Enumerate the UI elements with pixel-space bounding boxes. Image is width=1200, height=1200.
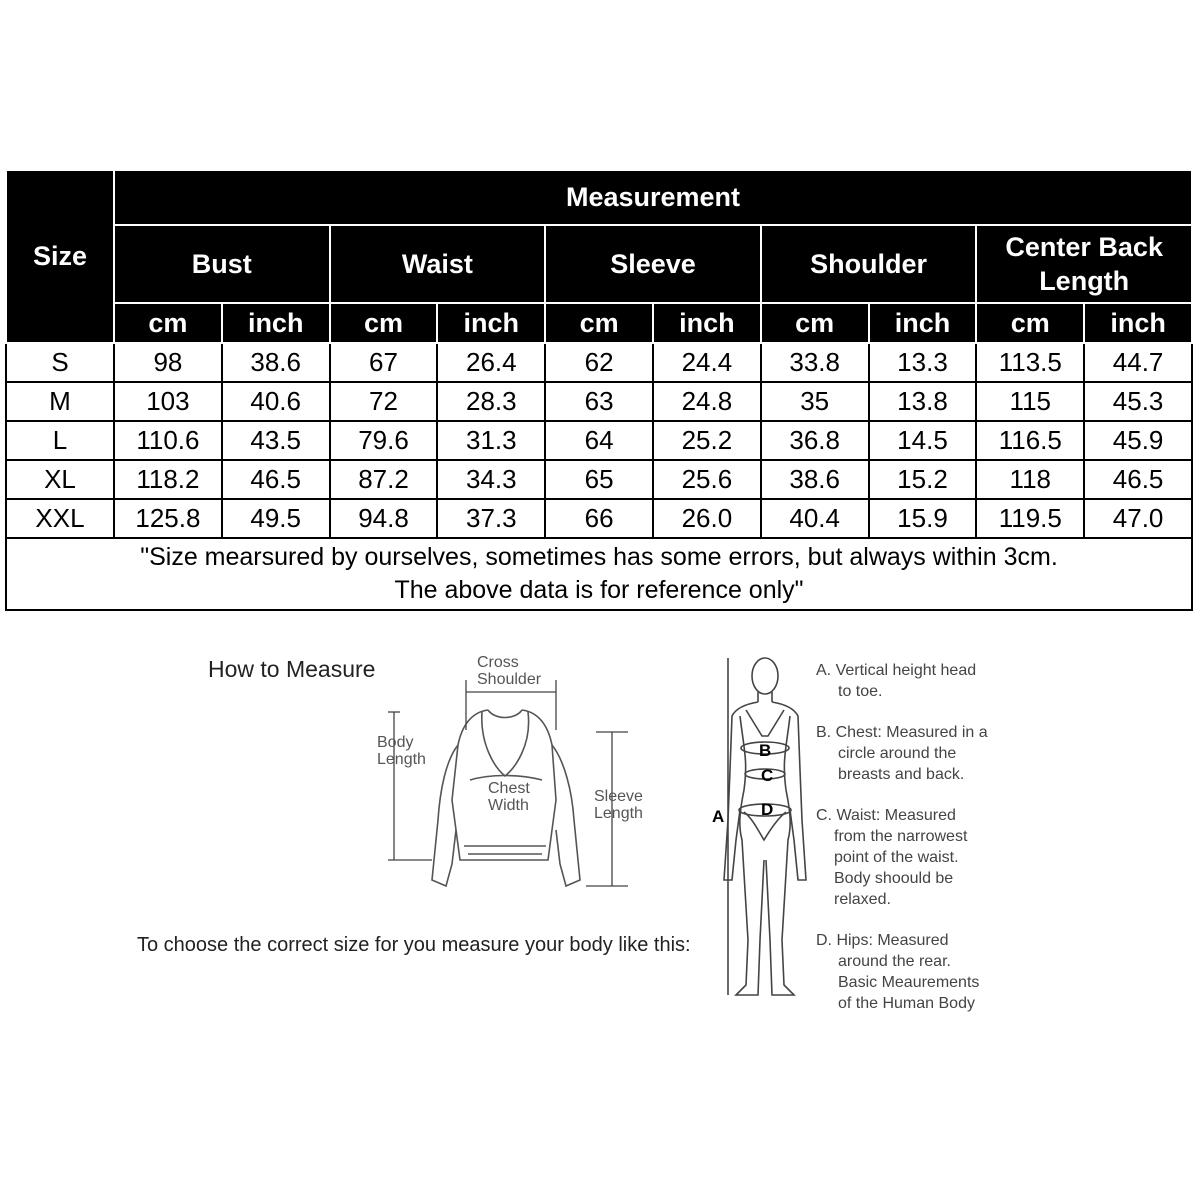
measurement-cell: 35 [761,382,869,421]
body-length-label [377,734,426,768]
cross-shoulder-label [477,654,541,688]
measurement-cell: 45.3 [1084,382,1192,421]
measurement-cell: 25.6 [653,460,761,499]
size-label-cell: XL [6,460,114,499]
measurement-cell: 26.4 [437,343,545,382]
size-row [6,343,1192,382]
measurement-cell: 87.2 [330,460,438,499]
measurement-cell: 15.2 [869,460,977,499]
measurement-cell: 113.5 [976,343,1084,382]
measurement-header: Measurement [114,170,1192,225]
size-row [6,460,1192,499]
measurement-cell: 40.6 [222,382,330,421]
measurement-cell: 94.8 [330,499,438,538]
measurement-cell: 125.8 [114,499,222,538]
measurement-cell: 103 [114,382,222,421]
unit-header: cm [976,303,1084,343]
unit-header: inch [869,303,977,343]
measurement-cell: 24.8 [653,382,761,421]
measurement-cell: 45.9 [1084,421,1192,460]
group-header-center-back-length [976,225,1192,303]
measurement-cell: 65 [545,460,653,499]
group-header-bust: Bust [114,225,330,303]
measurement-cell: 25.2 [653,421,761,460]
chest-width-line: Chest [488,780,530,797]
size-label-cell: M [6,382,114,421]
size-column-header: Size [6,170,114,343]
measurement-cell: 36.8 [761,421,869,460]
note-line: breasts and back. [838,766,965,783]
group-header-waist: Waist [330,225,546,303]
size-note [6,538,1192,610]
figure-letter-a: A [712,807,725,826]
group-header-shoulder: Shoulder [761,225,977,303]
unit-header: inch [437,303,545,343]
choose-size-text: To choose the correct size for you measure your body like this: [137,934,691,956]
cross-shoulder-line: Shoulder [477,671,542,688]
figure-letter-c: C [761,766,774,785]
measurement-cell: 62 [545,343,653,382]
measurement-cell: 49.5 [222,499,330,538]
measurement-cell: 118.2 [114,460,222,499]
measurement-cell: 98 [114,343,222,382]
group-header-line: Length [1039,266,1130,296]
size-label-cell: L [6,421,114,460]
note-a [816,660,1016,702]
measurement-cell: 38.6 [222,343,330,382]
size-row [6,499,1192,538]
chest-width-line: Width [488,797,529,814]
measurement-cell: 46.5 [222,460,330,499]
measurement-cell: 115 [976,382,1084,421]
note-line: C. Waist: Measured [816,807,956,824]
unit-header: cm [114,303,222,343]
note-line: A. Vertical height head [816,662,977,679]
size-note-line: "Size mearsured by ourselves, sometimes has some errors, but always within 3cm. [140,543,1058,571]
note-line: relaxed. [834,891,891,908]
measurement-cell: 72 [330,382,438,421]
measurement-cell: 119.5 [976,499,1084,538]
unit-header: cm [545,303,653,343]
measurement-cell: 24.4 [653,343,761,382]
how-to-measure-title: How to Measure [208,656,376,682]
unit-header: inch [1084,303,1192,343]
measurement-cell: 79.6 [330,421,438,460]
unit-header: cm [761,303,869,343]
measurement-cell: 33.8 [761,343,869,382]
note-line: Body shoould be [834,870,954,887]
measurement-cell: 43.5 [222,421,330,460]
measurement-cell: 118 [976,460,1084,499]
measurement-notes [816,660,1016,1034]
measurement-cell: 66 [545,499,653,538]
measurement-cell: 47.0 [1084,499,1192,538]
measurement-cell: 64 [545,421,653,460]
note-c [816,805,1016,910]
measurement-cell: 13.3 [869,343,977,382]
body-figure-diagram [700,650,820,1020]
unit-header: cm [330,303,438,343]
note-line: circle around the [838,745,957,762]
size-label-cell: XXL [6,499,114,538]
note-line: around the rear. [838,953,951,970]
measurement-cell: 13.8 [869,382,977,421]
sleeve-length-label [594,788,643,822]
sleeve-length-line: Sleeve [594,788,643,805]
measurement-cell: 28.3 [437,382,545,421]
measurement-cell: 46.5 [1084,460,1192,499]
group-header-line: Center Back [1005,232,1163,262]
size-note-line: The above data is for reference only" [394,576,804,604]
note-line: point of the waist. [834,849,959,866]
group-header-sleeve: Sleeve [545,225,761,303]
size-row [6,421,1192,460]
size-label-cell: S [6,343,114,382]
measurement-cell: 44.7 [1084,343,1192,382]
measurement-cell: 63 [545,382,653,421]
note-line: from the narrowest [834,828,968,845]
measurement-cell: 37.3 [437,499,545,538]
measurement-cell: 38.6 [761,460,869,499]
measurement-cell: 26.0 [653,499,761,538]
body-length-line: Length [377,751,426,768]
chest-width-label [488,780,530,814]
unit-header: inch [653,303,761,343]
measurement-cell: 34.3 [437,460,545,499]
body-length-line: Body [377,734,414,751]
measurement-cell: 15.9 [869,499,977,538]
note-b [816,722,1016,785]
figure-letter-b: B [759,741,772,760]
measurement-cell: 67 [330,343,438,382]
measurement-cell: 110.6 [114,421,222,460]
unit-header: inch [222,303,330,343]
measurement-cell: 31.3 [437,421,545,460]
note-line: B. Chest: Measured in a [816,724,988,741]
figure-letter-d: D [761,800,774,819]
size-row [6,382,1192,421]
sleeve-length-line: Length [594,805,643,822]
measurement-cell: 14.5 [869,421,977,460]
note-d [816,930,1016,1014]
measurement-cell: 116.5 [976,421,1084,460]
note-line: of the Human Body [838,995,975,1012]
note-line: to toe. [838,683,883,700]
cross-shoulder-line: Cross [477,654,519,671]
note-line: D. Hips: Measured [816,932,949,949]
size-chart-table [5,169,1193,611]
measurement-cell: 40.4 [761,499,869,538]
note-line: Basic Meaurements [838,974,980,991]
